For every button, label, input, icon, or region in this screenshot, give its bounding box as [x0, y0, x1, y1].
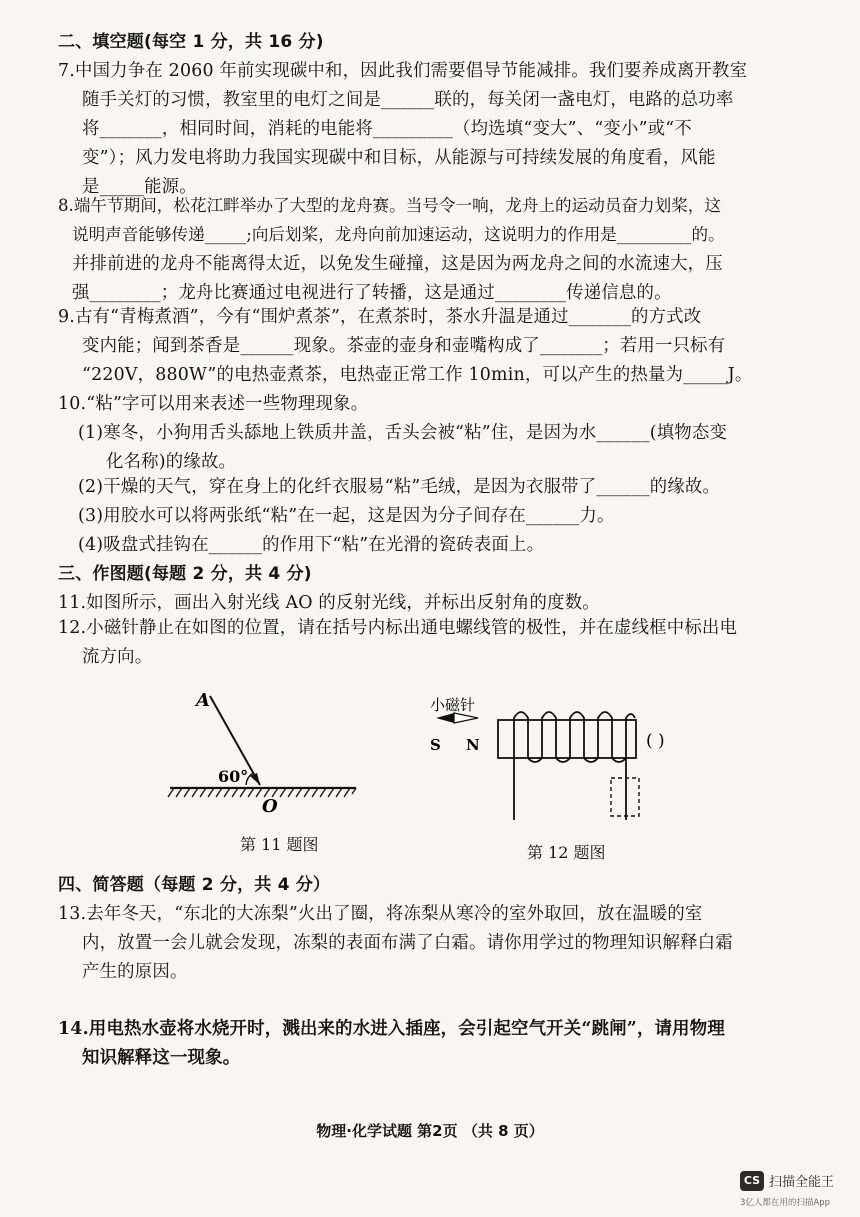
q10-part: 化名称)的缘故。: [106, 452, 237, 472]
q10-part: (3)用胶水可以将两张纸“粘”在一起，这是因为分子间存在______力。: [78, 506, 615, 526]
current-direction-box: [611, 778, 639, 816]
q14-line: 知识解释这一现象。: [82, 1048, 241, 1068]
q12-line: 流方向。: [82, 647, 153, 667]
question-11: 11.如图所示，画出入射光线 AO 的反射光线，并标出反射角的度数。: [58, 593, 600, 613]
fig12-pole-n: N: [466, 736, 480, 754]
fig11-label-o: O: [262, 796, 278, 814]
q8-line: 并排前进的龙舟不能离得太近，以免发生碰撞，这是因为两龙舟之间的水流速大，压: [72, 254, 723, 274]
scanner-logo-icon: CS: [740, 1171, 764, 1191]
scanner-watermark: [740, 1168, 860, 1213]
needle-light-half: [454, 713, 478, 723]
q13-line: 13.去年冬天，“东北的大冻梨”火出了圈，将冻梨从寒冷的室外取回，放在温暖的室: [58, 904, 703, 924]
q13-line: 产生的原因。: [82, 962, 188, 982]
fig11-caption: 第 11 题图: [240, 835, 319, 854]
fig11-label-a: A: [196, 690, 210, 711]
q7-line: 7.中国力争在 2060 年前实现碳中和，因此我们需要倡导节能减排。我们要养成离开教室: [58, 61, 748, 81]
q7-line: 变”）；风力发电将助力我国实现碳中和目标，从能源与可持续发展的角度看，风能: [82, 148, 716, 168]
section-heading-drawing: 三、作图题(每题 2 分，共 4 分): [58, 564, 312, 584]
fig12-needle-label: 小磁针: [430, 696, 476, 714]
q12-line: 12.小磁针静止在如图的位置，请在括号内标出通电螺线管的极性，并在虚线框中标出电: [58, 618, 738, 638]
q7-line: 将_______，相同时间，消耗的电能将_________（均选填“变大”、“变小”或“不: [82, 119, 692, 139]
fig12-bracket: ( ): [646, 731, 665, 751]
fig12-caption: 第 12 题图: [527, 843, 606, 862]
q9-line: 9.古有“青梅煮酒”，今有“围炉煮茶”，在煮茶时，茶水升温是通过_______的方式改: [58, 307, 702, 327]
q10-part: (2)干燥的天气，穿在身上的化纤衣服易“粘”毛绒，是因为衣服带了______的缘故。: [78, 477, 721, 497]
section-heading-fill-in: 二、填空题(每空 1 分，共 16 分): [58, 32, 324, 52]
q7-line: 是_____能源。: [82, 177, 197, 197]
figure-11: [160, 684, 370, 814]
fig11-angle-label: 60°: [218, 767, 249, 786]
q13-line: 内，放置一会儿就会发现，冻梨的表面布满了白霜。请你用学过的物理知识解释白霜: [82, 933, 733, 953]
q14-line: 14.用电热水壶将水烧开时，溅出来的水进入插座，会引起空气开关“跳闸”，请用物理: [58, 1019, 725, 1039]
q9-line: “220V，880W”的电热壶煮茶，电热壶正常工作 10min，可以产生的热量为_____J。: [82, 365, 753, 385]
q8-line: 8.端午节期间，松花江畔举办了大型的龙舟赛。当号令一响，龙舟上的运动员奋力划桨，这: [58, 196, 721, 215]
q9-line: 变内能；闻到茶香是______现象。茶壶的壶身和壶嘴构成了_______；若用一只标有: [82, 336, 726, 356]
solenoid-core: [498, 720, 636, 758]
q7-line: 随手关灯的习惯，教室里的电灯之间是______联的，每关闭一盏电灯，电路的总功率: [82, 90, 734, 110]
scanner-app-name: 扫描全能王: [769, 1175, 835, 1190]
section-heading-short-answer: 四、简答题（每题 2 分，共 4 分）: [58, 875, 331, 895]
needle-dark-half: [436, 713, 454, 723]
q10-part: (4)吸盘式挂钩在______的作用下“粘”在光滑的瓷砖表面上。: [78, 535, 545, 555]
q10-part: (1)寒冬，小狗用舌头舔地上铁质井盖，舌头会被“粘”住，是因为水______(填物态变: [78, 423, 728, 443]
q8-line: 说明声音能够传递_____;向后划桨，龙舟向前加速运动，这说明力的作用是_________的。: [72, 225, 725, 244]
figure-12: [418, 684, 718, 829]
fig12-pole-s: S: [430, 736, 441, 754]
q10-stem: 10.“粘”字可以用来表述一些物理现象。: [58, 394, 369, 414]
page-footer: 物理·化学试题 第2页 （共 8 页）: [316, 1122, 544, 1140]
q8-line: 强________；龙舟比赛通过电视进行了转播，这是通过________传递信息的。: [72, 283, 672, 303]
scanner-tagline: 3亿人都在用的扫描App: [740, 1198, 831, 1208]
